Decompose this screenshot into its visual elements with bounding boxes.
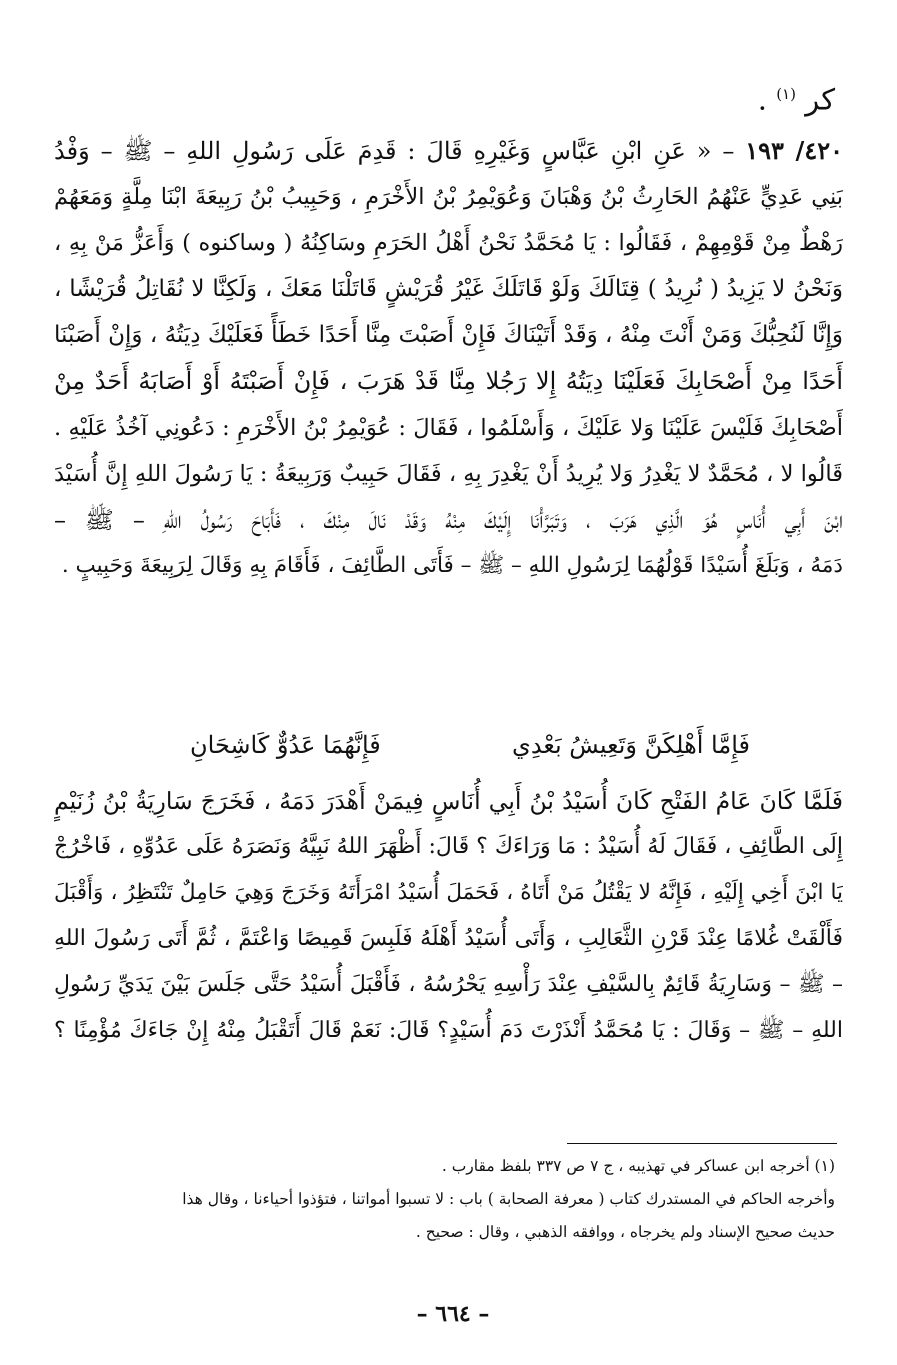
carried-period: . (757, 82, 767, 117)
hadith-line-1 (54, 128, 843, 174)
verse-first-hemistich: فَإِمَّا أَهْلِكَنَّ وَتَعِيشُ بَعْدِي (512, 731, 750, 759)
hadith-paragraph (54, 128, 843, 589)
continuation-paragraph (54, 778, 843, 1055)
continuation-line-2: إِلَى الطَّائِفِ ، فَقَالَ لَهُ أُسَيْدُ : مَا وَرَاءَكَ ؟ قَالَ: أَظْهَرَ اللهُ نَبِيَّهُ وَنَصَرَهُ عَلَى عَدُوِّهِ ، فَاخْرُجْ (54, 834, 843, 860)
footnote-1: (١) أخرجه ابن عساكر في تهذيبه ، ج ٧ ص ٣٣٧ بلفظ مقارب . (441, 1157, 835, 1175)
continuation-line-3: يَا ابْنَ أَخِي إِلَيْهِ ، فَإِنَّهُ لا يَقْتُلُ مَنْ أَتَاهُ ، فَحَمَلَ أُسَيْدُ امْرَأَتَهُ وَخَرَجَ وَهِيَ حَامِلٌ تَنْتَظِرُ ، وَأَقْبَلَ (54, 880, 843, 906)
hadith-line-9: ابْنَ أَبِي أُنَاسٍ هُوَ الَّذِي هَرَبَ ، وَتَبَرَّأْنَا إِلَيْكَ مِنْهُ وَقَدْ نَالَ مِنْكَ ، فَأَبَاحَ رَسُولُ اللهِ – ﷺ – (54, 505, 843, 534)
continuation-line-5: – ﷺ – وَسَارِيَةُ قَائِمٌ بِالسَّيْفِ عِنْدَ رَأْسِهِ يَحْرُسُهُ ، فَأَقْبَلَ أُسَيْدُ حَتَّى جَلَسَ بَيْنَ يَدَيِّ رَسُولِ (54, 972, 843, 998)
footnotes (55, 1150, 835, 1249)
continuation-line-6: اللهِ – ﷺ – وَقَالَ : يَا مُحَمَّدُ أَنْذَرْتَ دَمَ أُسَيْدٍ؟ قَالَ: نَعَمْ قَالَ أَتَقْبَلُ مِنْهُ إِنْ جَاءَكَ مُؤْمِنًا ؟ (54, 1018, 843, 1044)
footnote-marker: (١) (776, 85, 796, 103)
hadith-line-3: رَهْطٌ مِنْ قَوْمِهِمْ ، فَقَالُوا : يَا مُحَمَّدُ نَحْنُ أَهْلُ الحَرَمِ وسَاكِنُهُ ( وساكنوه ) وَأَعَزُّ مَنْ بِهِ ، (54, 230, 843, 257)
hadith-line-6: أَحَدًا مِنْ أَصْحَابِكَ فَعَلَيْنَا دِيَتُهُ إِلا رَجُلا مِنَّا قَدْ هَرَبَ ، فَإِنْ أَصَبْتَهُ أَوْ أَصَابَهُ أَحَدٌ مِنْ (54, 367, 843, 396)
hadith-line-10: دَمَهُ ، وَبَلَغَ أُسَيْدًا قَوْلُهُمَا لِرَسُولِ اللهِ – ﷺ – فَأَتَى الطَّائِفَ ، فَأَقَامَ بِهِ وَقَالَ لِرَبِيعَةَ وَحَبِيبٍ . (61, 552, 843, 578)
hadith-line-1-text: – « عَنِ ابْنِ عَبَّاسٍ وَغَيْرِهِ قَالَ : قَدِمَ عَلَى رَسُولِ اللهِ – ﷺ – وَفْدُ (54, 137, 735, 165)
footnote-3: حديث صحيح الإسناد ولم يخرجاه ، ووافقه الذهبي ، وقال : صحيح . (415, 1223, 835, 1241)
hadith-number: ٤٢٠/ ١٩٣ (745, 136, 843, 165)
poetry-verse (150, 722, 750, 768)
continuation-line-1: فَلَمَّا كَانَ عَامُ الفَتْحِ كَانَ أُسَيْدُ بْنُ أَبِي أُنَاسٍ فِيمَنْ أَهْدَرَ دَمَهُ ، فَخَرَجَ سَارِيَةُ بْنُ زُنَيْمٍ (54, 787, 843, 815)
hadith-line-5: وَإِنَّا لَنُحِبُّكَ وَمَنْ أَنْتَ مِنْهُ ، وَقَدْ أَتَيْنَاكَ فَإِنْ أَصَبْتَ مِنَّا أَحَدًا خَطَأً فَعَلَيْكَ دِيَتُهُ ، وَإِنْ أَصَبْنَا (54, 322, 843, 349)
hadith-line-2: بَنِي عَدِيٍّ عَنْهُمُ الحَارِثُ بْنُ وَهْبَانَ وَعُوَيْمِرُ بْنُ الأَخْرَمِ ، وَحَبِيبُ بْنُ رَبِيعَةَ ابْنَا مِلَّةٍ وَمَعَهُمْ (54, 184, 843, 211)
carried-over-text (675, 74, 835, 120)
carried-word: كر (805, 82, 835, 117)
hadith-line-4: وَنَحْنُ لا يَزِيدُ ( نُرِيدُ ) قِتَالَكَ وَلَوْ قَاتَلَكَ غَيْرُ قُرَيْشٍ قَاتَلْنَا مَعَكَ ، وَلَكِنَّا لا نُقَاتِلُ قُرَيْشًا ، (54, 276, 843, 303)
hadith-line-7: أَصْحَابِكَ فَلَيْسَ عَلَيْنَا وَلا عَلَيْكَ ، وَأَسْلَمُوا ، فَقَالَ : عُوَيْمِرُ بْنُ الأَخْرَمِ : دَعُونِي آخُذُ عَلَيْهِ . (54, 414, 843, 441)
footnote-divider (567, 1143, 837, 1144)
hadith-line-8: قَالُوا لا ، مُحَمَّدٌ لا يَغْدِرُ وَلا يُرِيدُ أَنْ يَغْدِرَ بِهِ ، فَقَالَ حَبِيبٌ وَرَبِيعَةُ : يَا رَسُولَ اللهِ إِنَّ أُسَيْدَ (54, 460, 843, 487)
page-number: – ٦٦٤ – (416, 1301, 490, 1327)
footnote-2: وأخرجه الحاكم في المستدرك كتاب ( معرفة الصحابة ) باب : لا تسبوا أمواتنا ، فتؤذوا أحياءنا ، وقال هذا (182, 1190, 835, 1208)
continuation-line-4: فَأَلْقَتْ غُلامًا عِنْدَ قَرْنِ الثَّعَالِبِ ، وَأَتَى أُسَيْدُ أَهْلَهُ فَلَبِسَ قَمِيصًا وَاعْتَمَّ ، ثُمَّ أَتَى رَسُولَ اللهِ (54, 926, 843, 952)
verse-second-hemistich: فَإِنَّهُمَا عَدُوٌّ كَاشِحَانِ (190, 731, 381, 759)
